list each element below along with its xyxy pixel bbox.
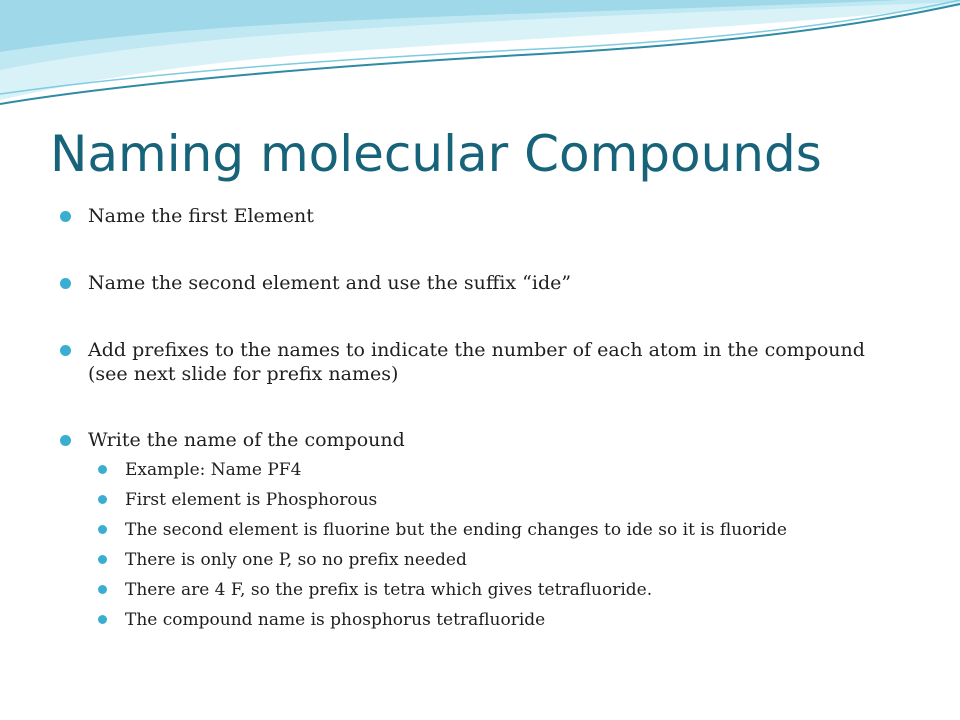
sub-bullet-text: The second element is fluorine but the ending changes to ide so it is fluoride <box>125 520 787 540</box>
sub-bullet-text: Example: Name PF4 <box>125 460 302 480</box>
bullet-dot-icon <box>60 435 71 446</box>
bullet-item <box>60 271 900 295</box>
bullet-text: Name the first Element <box>88 205 314 227</box>
sub-bullet-text: The compound name is phosphorus tetrafluoride <box>125 610 546 630</box>
bullet-dot-icon <box>60 211 71 222</box>
bullet-item <box>60 338 900 386</box>
bullet-item <box>60 428 900 452</box>
bullet-dot-icon <box>98 585 107 594</box>
bullet-text: Name the second element and use the suffix “ide” <box>88 272 572 294</box>
sub-bullet-text: There is only one P, so no prefix needed <box>125 550 467 570</box>
sub-bullet-item <box>98 610 900 630</box>
sub-bullet-list <box>98 460 900 630</box>
bullet-item <box>60 204 900 228</box>
slide-content <box>60 204 900 630</box>
bullet-text: Add prefixes to the names to indicate the number of each atom in the compound (see next slide for prefix names) <box>88 339 865 385</box>
sub-bullet-item <box>98 580 900 600</box>
bullet-dot-icon <box>60 278 71 289</box>
sub-bullet-item <box>98 520 900 540</box>
bullet-dot-icon <box>98 465 107 474</box>
bullet-dot-icon <box>98 555 107 564</box>
sub-bullet-item <box>98 490 900 510</box>
bullet-dot-icon <box>98 495 107 504</box>
bullet-text: Write the name of the compound <box>88 429 405 451</box>
sub-bullet-item <box>98 550 900 570</box>
bullet-dot-icon <box>98 525 107 534</box>
slide-title: Naming molecular Compounds <box>50 125 822 183</box>
bullet-dot-icon <box>98 615 107 624</box>
sub-bullet-text: There are 4 F, so the prefix is tetra which gives tetrafluoride. <box>125 580 653 600</box>
sub-bullet-text: First element is Phosphorous <box>125 490 378 510</box>
bullet-dot-icon <box>60 345 71 356</box>
sub-bullet-item <box>98 460 900 480</box>
header-wave-decoration <box>0 0 960 130</box>
